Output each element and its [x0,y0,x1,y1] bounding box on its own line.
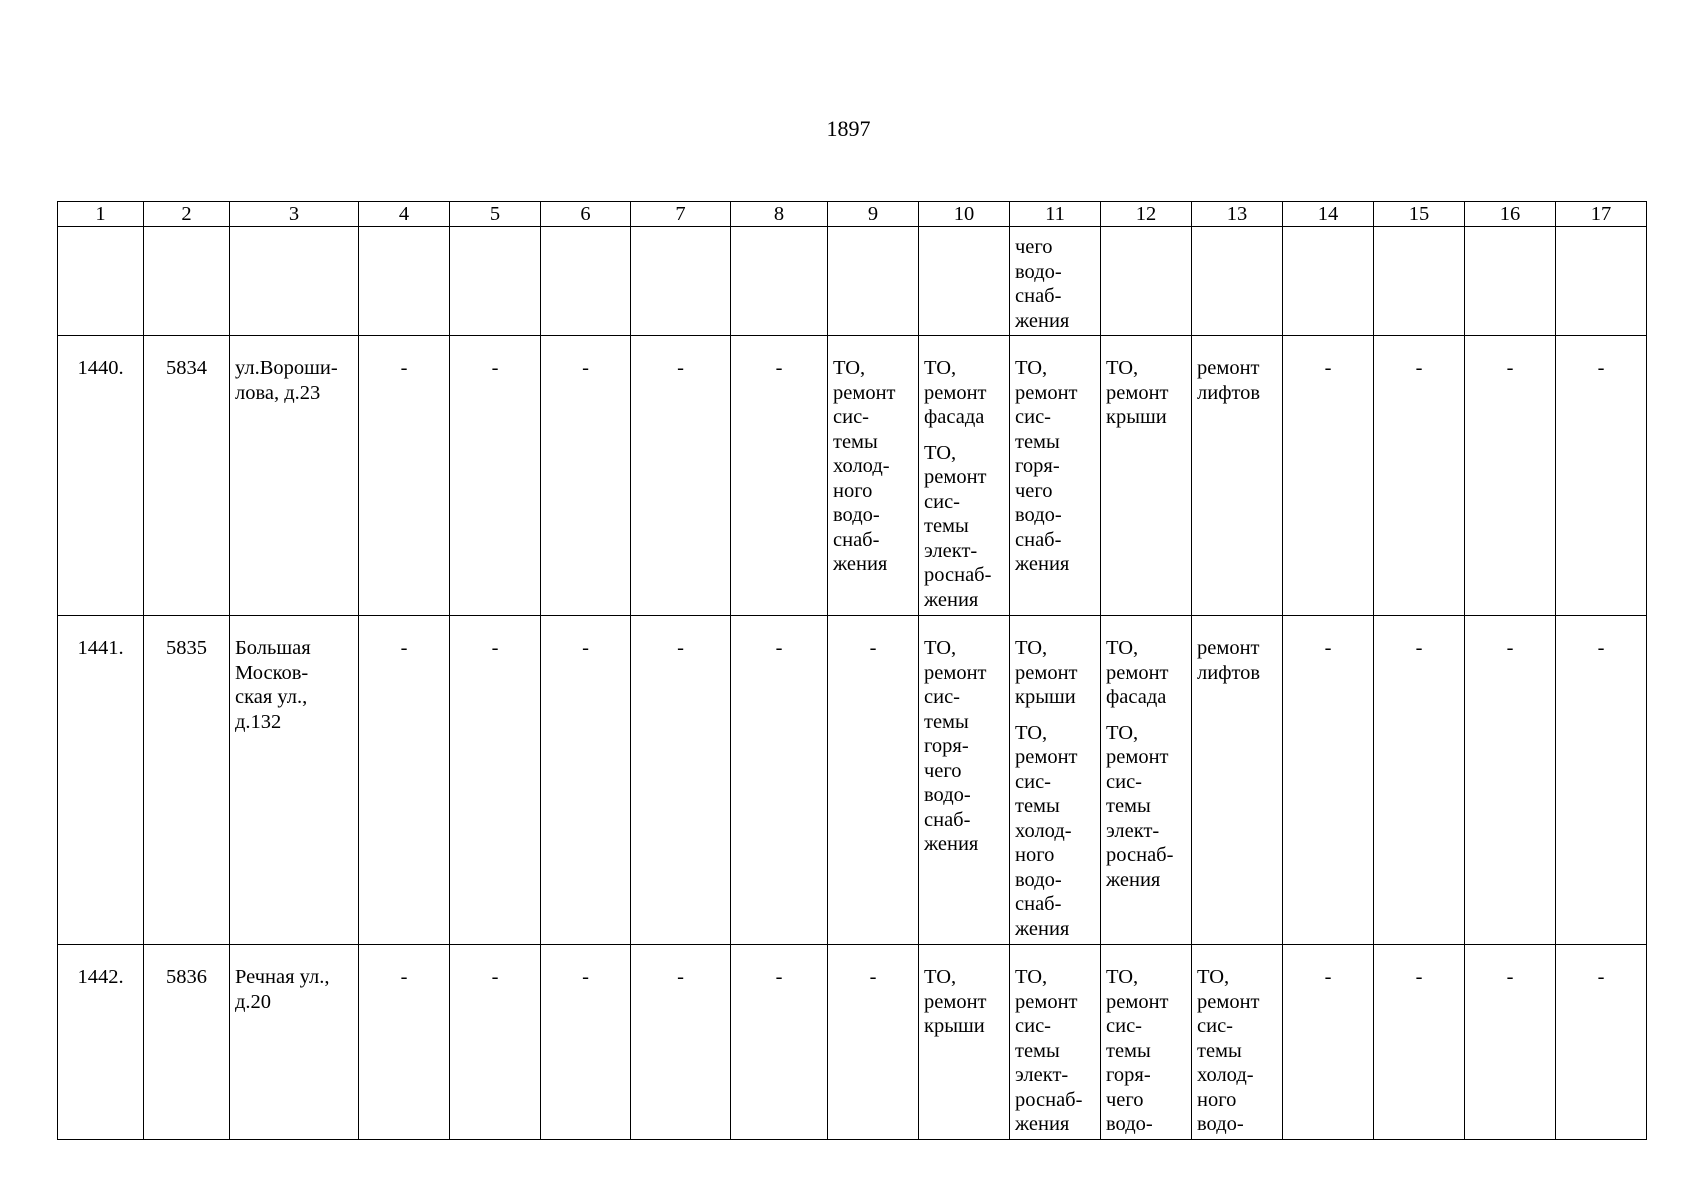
dash-cell: - [828,945,919,1140]
cell-line: темы [1015,1039,1060,1062]
cell-line: Москов- [235,661,309,684]
cell-line: темы [924,710,969,733]
dash-cell: - [450,336,541,616]
cell-line: холод- [833,455,890,477]
cell-line: снаб- [1015,893,1062,915]
cell-line: лова, д.23 [235,381,321,404]
cell-line: роснаб- [1106,844,1174,866]
work-item [1197,636,1278,685]
cell-line: ремонт [924,466,987,488]
work-item [1106,721,1187,893]
cell-line: д.20 [235,990,272,1013]
cell-line: жения [1015,309,1070,332]
cell-line: ул.Вороши- [235,357,338,379]
cell-line: снаб- [1015,528,1062,551]
cell-line: ного [1197,1088,1237,1111]
cell-line: крыши [924,1015,985,1037]
dash-cell: - [631,336,731,616]
header-cell: 16 [1465,202,1556,227]
cell-line: холод- [1015,819,1072,842]
dash-cell: - [731,336,828,616]
dash-cell: - [1556,616,1647,945]
header-cell: 3 [230,202,359,227]
dash-cell: - [1465,616,1556,945]
cell-line: элект- [1015,1064,1069,1086]
table-row [58,336,1647,616]
row-number: 1441. [58,616,144,945]
work-item [833,356,914,577]
dash-cell: - [1283,616,1374,945]
cell-line: холод- [1197,1064,1254,1086]
dash-cell: - [1465,945,1556,1140]
dash-cell: - [1556,945,1647,1140]
dash-cell: - [541,616,631,945]
header-cell: 6 [541,202,631,227]
cell-line: ТО, [924,966,957,988]
cell-line: темы [1106,1039,1151,1062]
cell-line: водо- [833,504,880,526]
cell-line: ТО, [924,441,957,464]
dash-cell: - [1283,336,1374,616]
cell-line: ного [833,479,873,502]
table-cell [1010,227,1101,336]
cell-line: жения [924,588,979,611]
work-cell [919,336,1010,616]
cell-line: ТО, [1015,637,1048,659]
cell-line: чего [1106,1088,1144,1111]
cell-line: ТО, [833,357,866,379]
work-item [1015,721,1096,942]
cell-line: горя- [1106,1064,1151,1086]
cell-line: ТО, [1106,357,1139,379]
cell-line: ремонт [924,661,987,684]
cell-line: сис- [1197,1015,1233,1037]
work-cell [828,336,919,616]
cell-line: ТО, [1015,966,1048,988]
work-item [1015,356,1096,577]
dash-cell: - [1374,616,1465,945]
table-cell [450,227,541,336]
header-cell: 14 [1283,202,1374,227]
cell-line: Большая [235,637,311,659]
work-item [1197,356,1278,405]
header-cell: 4 [359,202,450,227]
table-cell [919,227,1010,336]
dash-cell: - [1283,945,1374,1140]
table-row [58,945,1647,1140]
cell-line: ТО, [1106,637,1139,659]
cell-line: темы [924,515,969,537]
work-item [1015,965,1096,1137]
cell-line: ремонт [1015,381,1078,404]
cell-line: сис- [924,490,960,513]
table-cell [1465,227,1556,336]
table-cell [230,227,359,336]
cell-line: жения [1015,1113,1070,1135]
header-cell: 11 [1010,202,1101,227]
cell-line: сис- [1015,770,1051,793]
work-item [1015,636,1096,710]
cell-line: жения [1106,868,1161,891]
cell-line: элект- [924,539,978,562]
table-cell [541,227,631,336]
address-cell [230,336,359,616]
cell-line: ремонт [1015,990,1078,1013]
work-cell [1010,336,1101,616]
cell-line: ремонт [1106,746,1169,768]
dash-cell: - [541,945,631,1140]
header-cell: 2 [144,202,230,227]
cell-line: ремонт [1197,637,1260,659]
header-row [58,202,1647,227]
dash-cell: - [731,616,828,945]
cell-line: крыши [1015,686,1076,708]
cell-line: ремонт [1197,990,1260,1013]
cell-line: темы [1015,430,1060,453]
header-cell: 13 [1192,202,1283,227]
cell-line: сис- [833,406,869,428]
cell-line: жения [833,553,888,575]
work-cell [919,945,1010,1140]
cell-line: чего [1015,236,1053,258]
cell-line: ремонт [1015,746,1078,768]
cell-line: снаб- [1015,285,1062,307]
dash-cell: - [731,945,828,1140]
header-cell: 9 [828,202,919,227]
cell-line: ремонт [924,990,987,1013]
cell-line: водо- [1015,504,1062,526]
work-cell [1101,616,1192,945]
work-item [924,356,1005,430]
dash-cell: - [359,945,450,1140]
cell-line: ТО, [924,357,957,379]
cell-line: сис- [924,686,960,708]
cell-line: ТО, [1197,966,1230,988]
cell-line: жения [1015,553,1070,575]
header-cell: 5 [450,202,541,227]
dash-cell: - [359,336,450,616]
work-item [1197,965,1278,1137]
table-row [58,616,1647,945]
dash-cell: - [450,945,541,1140]
cell-line: лифтов [1197,381,1261,404]
address-cell [230,616,359,945]
cell-line: ТО, [1106,966,1139,988]
dash-cell: - [631,616,731,945]
work-cell [1101,945,1192,1140]
cell-line: фасада [924,406,985,428]
table-cell [1192,227,1283,336]
table-cell [1283,227,1374,336]
table-cell [731,227,828,336]
cell-line: водо- [924,784,971,806]
page-number: 1897 [826,116,871,141]
cell-line: водо- [1015,868,1062,891]
table-cell [1556,227,1647,336]
cell-line: Речная ул., [235,966,330,988]
cell-line: горя- [1015,455,1060,477]
cell-line: д.132 [235,710,282,733]
table-cell [828,227,919,336]
cell-line: темы [833,430,878,453]
work-item [1106,356,1187,430]
cell-line: чего [924,759,962,782]
cell-line: сис- [1015,406,1051,428]
work-cell [919,616,1010,945]
cell-line: ремонт [1106,990,1169,1013]
header-cell: 10 [919,202,1010,227]
header-cell: 1 [58,202,144,227]
cell-line: ТО, [1106,721,1139,744]
cell-line: фасада [1106,686,1167,708]
header-cell: 8 [731,202,828,227]
header-cell: 7 [631,202,731,227]
cell-line: темы [1015,795,1060,817]
row-code: 5834 [144,336,230,616]
dash-cell: - [1374,336,1465,616]
cell-line: чего [1015,479,1053,502]
row-code: 5836 [144,945,230,1140]
cell-line: сис- [1106,770,1142,793]
work-item [924,636,1005,857]
cell-line: ремонт [1106,381,1169,404]
work-item [1106,636,1187,710]
cell-line: ремонт [924,381,987,404]
row-number: 1442. [58,945,144,1140]
dash-cell: - [450,616,541,945]
cell-line: ремонт [833,381,896,404]
dash-cell: - [828,616,919,945]
dash-cell: - [1465,336,1556,616]
cell-line: ного [1015,844,1055,866]
cell-line: ремонт [1015,661,1078,684]
table-cell [58,227,144,336]
table-body [58,336,1647,1140]
work-cell [1010,945,1101,1140]
work-cell [1192,336,1283,616]
cell-line: лифтов [1197,661,1261,684]
work-item [924,441,1005,613]
work-cell [1101,336,1192,616]
cell-line: ТО, [1015,357,1048,379]
cell-line: роснаб- [924,564,992,586]
row-number: 1440. [58,336,144,616]
cell-line: ремонт [1106,661,1169,684]
cell-line: водо- [1197,1113,1244,1135]
cell-line: водо- [1015,260,1062,283]
cell-line: жения [1015,917,1070,940]
table-cell [359,227,450,336]
cell-line: ТО, [924,637,957,659]
table-cell [1374,227,1465,336]
dash-cell: - [541,336,631,616]
address-cell [230,945,359,1140]
table-cell [144,227,230,336]
work-cell [1192,945,1283,1140]
dash-cell: - [1556,336,1647,616]
cell-line: жения [924,833,979,855]
work-cell [1192,616,1283,945]
works-table [57,201,1647,1140]
cell-line: ская ул., [235,686,308,708]
cell-line: элект- [1106,819,1160,842]
cell-line: крыши [1106,406,1167,428]
header-cell: 15 [1374,202,1465,227]
header-cell: 17 [1556,202,1647,227]
cell-line: ТО, [1015,721,1048,744]
cell-line: снаб- [924,808,971,831]
work-item [924,965,1005,1039]
dash-cell: - [1374,945,1465,1140]
dash-cell: - [359,616,450,945]
dash-cell: - [631,945,731,1140]
table-cell [631,227,731,336]
continuation-row [58,227,1647,336]
cell-line: сис- [1015,1015,1051,1037]
row-code: 5835 [144,616,230,945]
cell-line: темы [1106,795,1151,817]
cell-line: снаб- [833,528,880,551]
work-cell [1010,616,1101,945]
work-item [1106,965,1187,1137]
header-cell: 12 [1101,202,1192,227]
cell-line: водо- [1106,1113,1153,1135]
table-cell [1101,227,1192,336]
cell-line: роснаб- [1015,1088,1083,1111]
cell-line: темы [1197,1039,1242,1062]
cell-line: ремонт [1197,357,1260,379]
cell-line: сис- [1106,1015,1142,1037]
cell-line: горя- [924,735,969,757]
